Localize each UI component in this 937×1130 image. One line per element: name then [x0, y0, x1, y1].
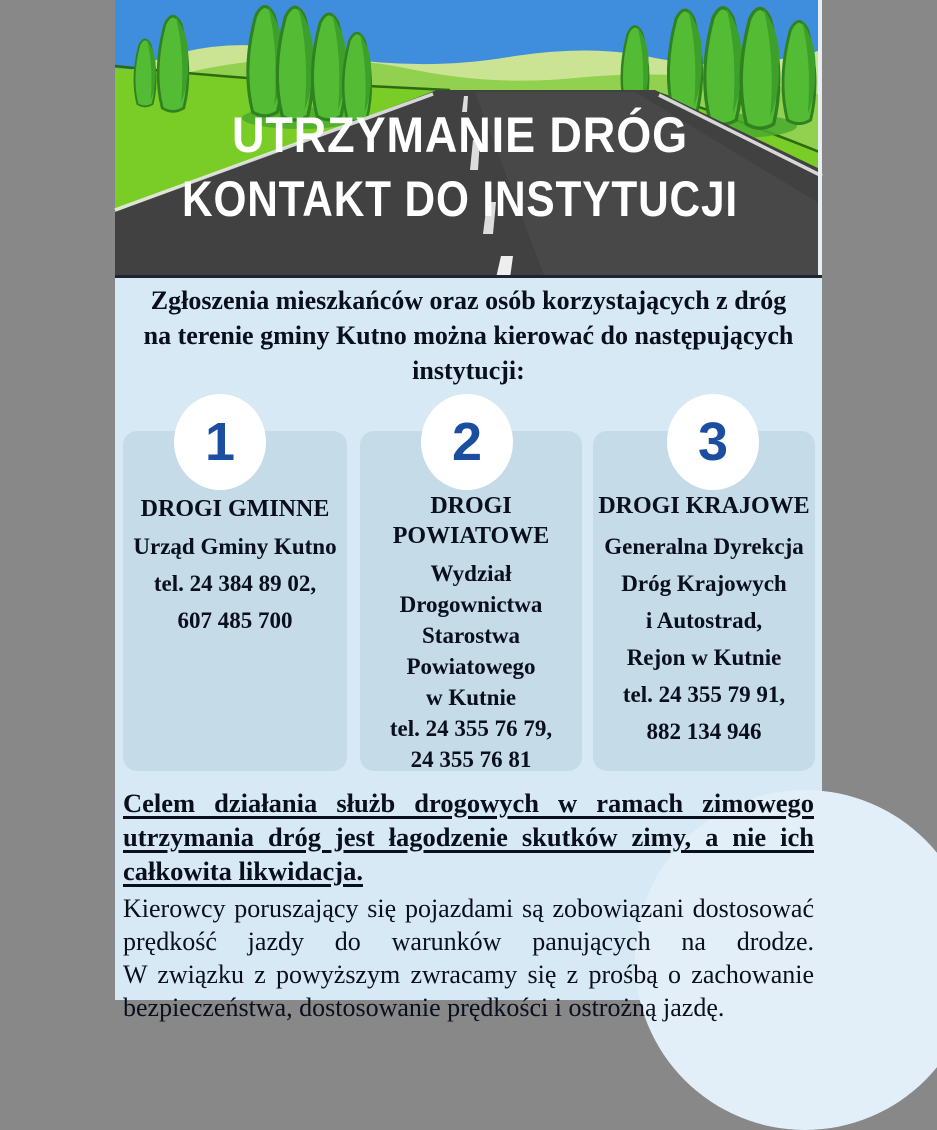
text-line: Dróg Krajowych [621, 571, 787, 596]
text-line: tel. 24 384 89 02, [153, 571, 317, 596]
text-line: Powiatowego [406, 654, 536, 679]
card-body [123, 528, 347, 639]
text-line: 24 355 76 81 [410, 747, 532, 772]
card-body [360, 558, 582, 775]
text-line: tel. 24 355 76 79, [389, 716, 553, 741]
text-line: 607 485 700 [177, 608, 293, 633]
step-number: 2 [451, 412, 483, 472]
cypress-tree [277, 7, 313, 120]
card-body [593, 528, 815, 750]
card-title [360, 491, 582, 551]
emphasis-paragraph [115, 786, 822, 888]
text-line: Wydział [430, 561, 512, 586]
road-scene-illustration [115, 0, 822, 278]
hero-banner [115, 0, 822, 278]
intro-text [115, 283, 822, 388]
text-line: Urząd Gminy Kutno [133, 534, 337, 559]
text-line: DROGI KRAJOWE [598, 493, 810, 519]
cypress-tree [134, 39, 155, 106]
hero-bottom-border [115, 275, 822, 278]
intro-line-2: na terenie gminy Kutno można kierować do następujących instytucji: [143, 321, 794, 385]
text-line: bezpieczeństwa, dostosowanie prędkości i ostrożną jazdę. [123, 993, 725, 1022]
text-line: DROGI [430, 493, 512, 519]
cypress-tree [741, 8, 779, 128]
cypress-tree [312, 14, 346, 120]
text-line: Kierowcy poruszający się pojazdami są zobowiązani dostosować [123, 894, 814, 923]
hero-title-line1: UTRZYMANIE DRÓG [232, 107, 688, 163]
poster-page [115, 0, 822, 1022]
intro-line-1: Zgłoszenia mieszkańców oraz osób korzystających z dróg [150, 286, 787, 315]
hero-right-edge [818, 0, 822, 278]
text-line: Celem działania służb drogowych w ramach zimowego [123, 788, 814, 818]
text-line: i Autostrad, [645, 608, 763, 633]
text-line: w Kutnie [425, 685, 517, 710]
text-line: Starostwa [422, 623, 520, 648]
text-line: POWIATOWE [392, 523, 550, 549]
text-line: Drogownictwa [399, 592, 543, 617]
step-badge-2 [421, 394, 513, 490]
text-line: tel. 24 355 79 91, [622, 682, 786, 707]
step-badge-1 [174, 394, 266, 490]
card-title [593, 491, 815, 521]
text-line: utrzymania dróg jest łagodzenie skutków zimy, a nie ich [123, 822, 814, 852]
cypress-tree [158, 16, 188, 111]
text-line: Generalna Dyrekcja [604, 534, 804, 559]
institution-cards [115, 394, 822, 776]
text-line: DROGI GMINNE [140, 496, 330, 522]
info-paragraph [115, 892, 822, 1024]
cypress-tree [783, 21, 815, 123]
card-title [123, 491, 347, 528]
text-line: całkowita likwidacja. [123, 856, 363, 886]
step-badge-3 [667, 394, 759, 490]
text-line: 882 134 946 [646, 719, 762, 744]
text-line: prędkość jazdy do warunków panujących na drodze. [123, 927, 814, 956]
text-line: W związku z powyższym zwracamy się z prośbą o zachowanie [123, 960, 814, 989]
cypress-tree [705, 8, 742, 124]
step-number: 3 [697, 412, 729, 472]
text-line: Rejon w Kutnie [626, 645, 782, 670]
step-number: 1 [204, 412, 236, 472]
hero-title-line2: KONTAKT DO INSTYTUCJI [182, 171, 738, 227]
